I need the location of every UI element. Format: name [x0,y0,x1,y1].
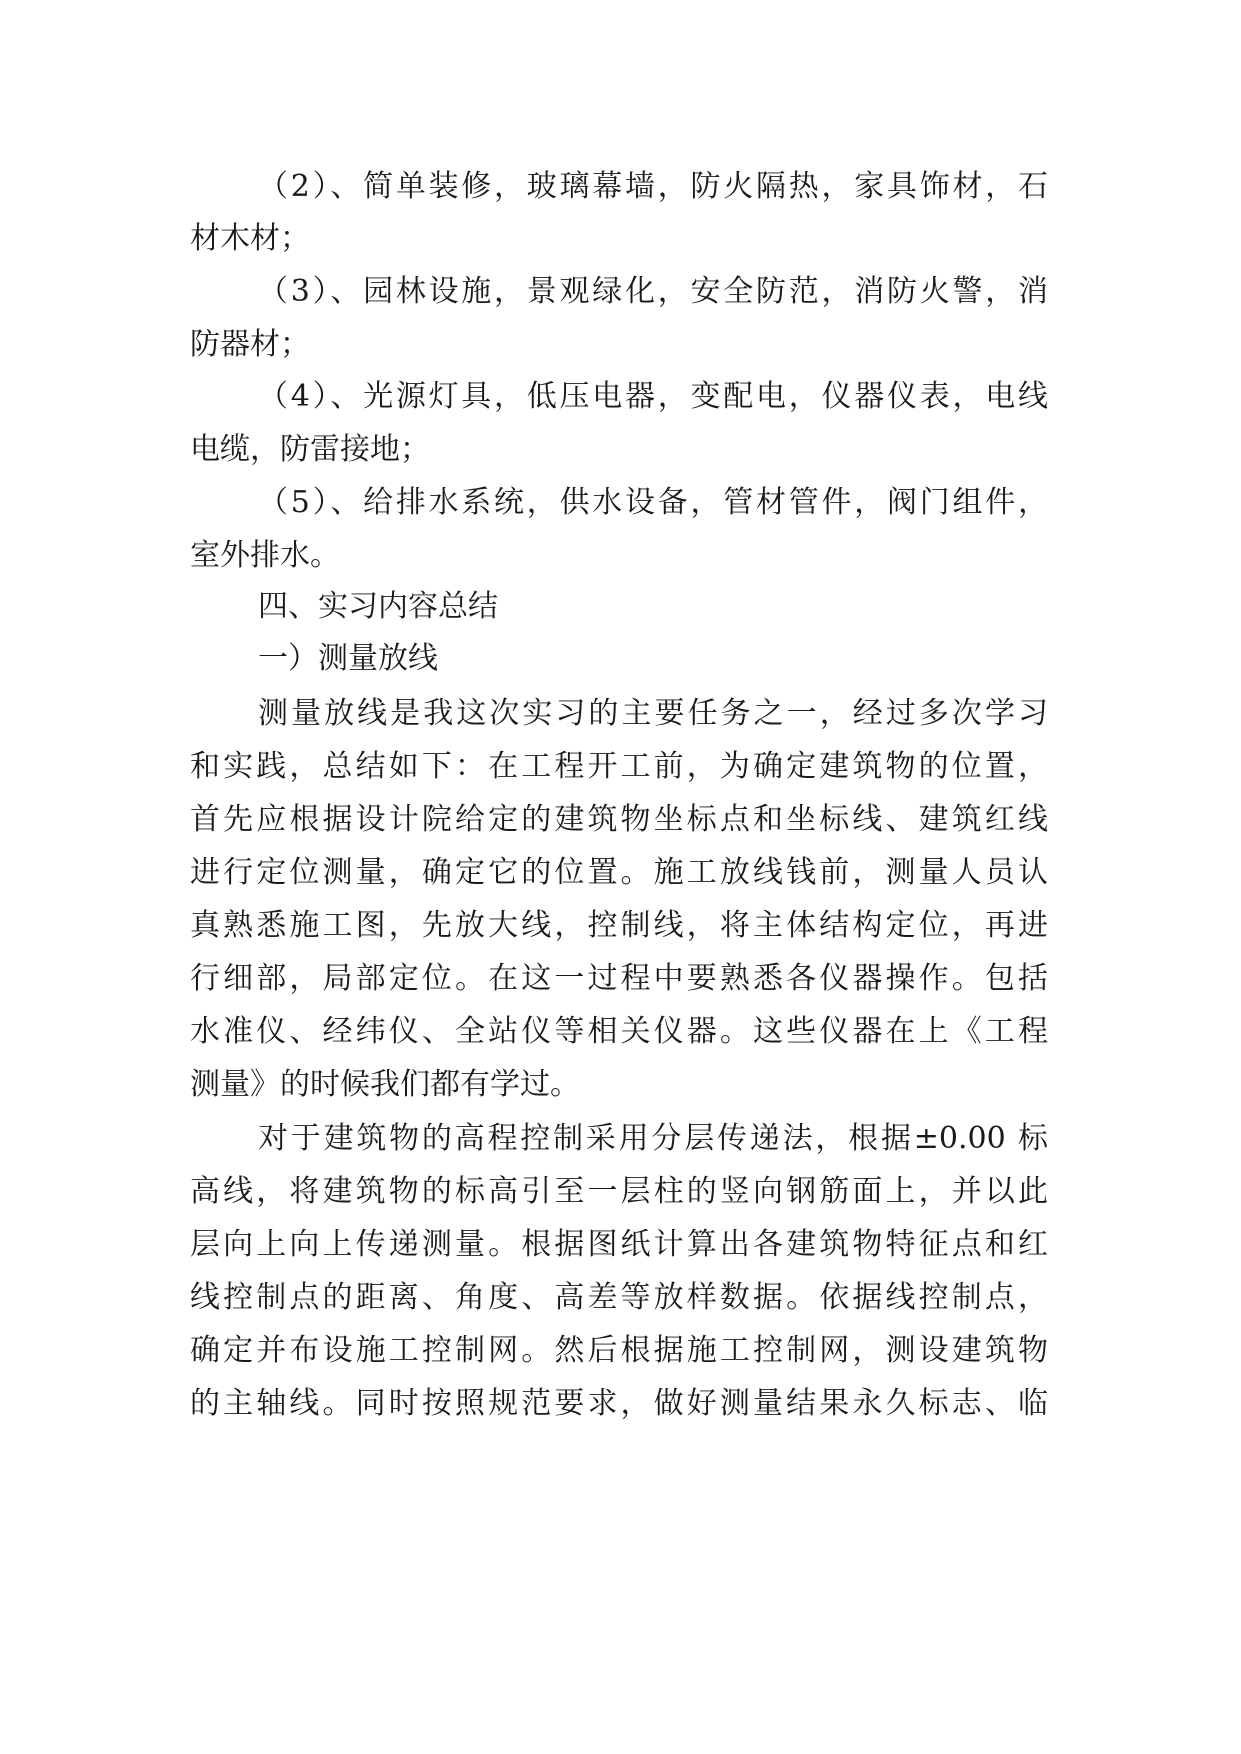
paragraph-1-line-8: 测量》的时候我们都有学过。 [190,1067,580,1102]
list-item-5-line-2: 室外排水。 [190,538,340,573]
paragraph-2-line-6: 的主轴线。同时按照规范要求，做好测量结果永久标志、临 [190,1386,1048,1421]
list-item-4-line-2: 电缆，防雷接地； [190,432,430,467]
subsection-heading: 一）测量放线 [258,641,438,676]
list-item-5-line-1: （5）、给排水系统，供水设备，管材管件，阀门组件， [258,485,1048,520]
paragraph-2-line-5: 确定并布设施工控制网。然后根据施工控制网，测设建筑物 [190,1333,1048,1368]
section-heading: 四、实习内容总结 [258,589,498,624]
paragraph-1-line-2: 和实践，总结如下：在工程开工前，为确定建筑物的位置， [190,749,1048,784]
paragraph-2-line-2: 高线，将建筑物的标高引至一层柱的竖向钢筋面上，并以此 [190,1174,1048,1209]
paragraph-2-line-4: 线控制点的距离、角度、高差等放样数据。依据线控制点， [190,1280,1048,1315]
paragraph-1-line-7: 水准仪、经纬仪、全站仪等相关仪器。这些仪器在上《工程 [190,1014,1048,1049]
paragraph-1-line-1: 测量放线是我这次实习的主要任务之一，经过多次学习 [258,696,1048,731]
list-item-3-line-1: （3）、园林设施，景观绿化，安全防范，消防火警，消 [258,274,1048,309]
paragraph-1-line-4: 进行定位测量，确定它的位置。施工放线钱前，测量人员认 [190,855,1048,890]
list-item-2-line-1: （2）、简单装修，玻璃幕墙，防火隔热，家具饰材，石 [258,169,1048,204]
paragraph-1-line-3: 首先应根据设计院给定的建筑物坐标点和坐标线、建筑红线 [190,802,1048,837]
list-item-2-line-2: 材木材； [190,221,310,256]
list-item-3-line-2: 防器材； [190,327,310,362]
paragraph-2-line-1: 对于建筑物的高程控制采用分层传递法，根据±0.00 标 [258,1121,1048,1156]
paragraph-2-line-3: 层向上向上传递测量。根据图纸计算出各建筑物特征点和红 [190,1227,1048,1262]
paragraph-1-line-5: 真熟悉施工图，先放大线，控制线，将主体结构定位，再进 [190,908,1048,943]
paragraph-1-line-6: 行细部，局部定位。在这一过程中要熟悉各仪器操作。包括 [190,961,1048,996]
list-item-4-line-1: （4）、光源灯具，低压电器，变配电，仪器仪表，电线 [258,379,1048,414]
